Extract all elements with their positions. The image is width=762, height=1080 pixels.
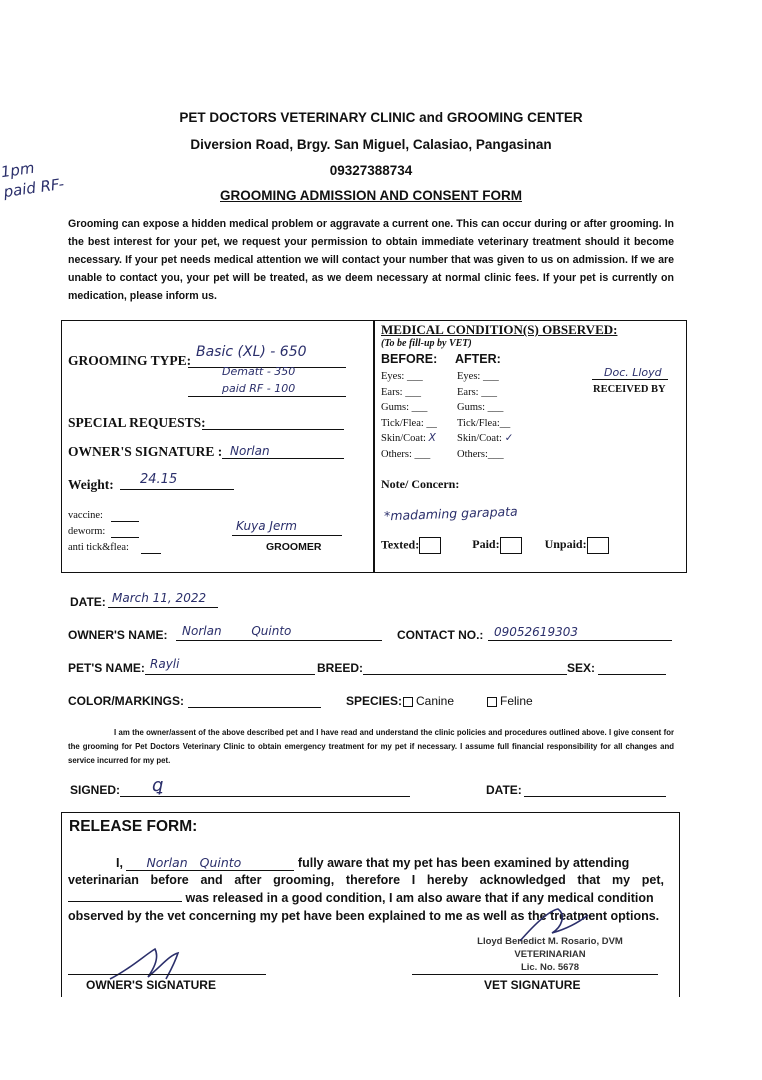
received-by-value: Doc. Lloyd — [604, 366, 662, 379]
vet-release-sig-label: VET SIGNATURE — [484, 978, 581, 992]
before-others: Others: ___ — [381, 448, 431, 460]
special-requests-field[interactable] — [202, 429, 344, 430]
paid-checkbox[interactable] — [500, 537, 522, 554]
note-label: Note/ Concern: — [381, 477, 460, 491]
owner-name-label: OWNER'S NAME: — [68, 628, 168, 642]
groomer-value: Kuya Jerm — [236, 519, 297, 533]
before-eyes: Eyes: ___ — [381, 371, 423, 382]
release-text-2: veterinarian before and after grooming, therefore I hereby acknowledged that my pet, — [68, 873, 664, 887]
before-items — [381, 369, 437, 462]
release-i-label: I, — [116, 856, 123, 870]
clinic-phone: 09327388734 — [329, 163, 413, 178]
stamp-license: Lic. No. 5678 — [520, 962, 580, 973]
owner-signature-label: OWNER'S SIGNATURE : — [68, 444, 223, 459]
antitick-label: anti tick&flea: — [68, 542, 129, 553]
pet-name-label: PET'S NAME: — [68, 661, 145, 675]
release-title: RELEASE FORM: — [69, 818, 198, 835]
after-tickflea: Tick/Flea:__ — [457, 417, 511, 429]
after-gums: Gums: ___ — [457, 402, 504, 413]
after-label: AFTER: — [455, 352, 501, 366]
pet-name-field[interactable] — [145, 674, 315, 675]
contact-label: CONTACT NO.: — [397, 628, 484, 642]
deworm-label: deworm: — [68, 526, 106, 537]
signed-field[interactable] — [120, 796, 410, 797]
release-text-3: was released in a good condition, I am also aware that if any medical condition — [185, 891, 654, 905]
contact-value: 09052619303 — [494, 625, 578, 639]
status-row — [381, 537, 609, 554]
release-text-4: observed by the vet concerning my pet have been explained to me as well as the treatment options. — [68, 909, 660, 923]
signed-date-label: DATE: — [486, 783, 522, 797]
paid-label: Paid: — [472, 537, 500, 552]
release-pet-field[interactable] — [68, 901, 182, 902]
release-line-1 — [116, 855, 629, 871]
after-eyes: Eyes: ___ — [457, 371, 499, 382]
grooming-type-line-3: paid RF - 100 — [222, 382, 296, 395]
grooming-type-line-2: Dematt - 350 — [222, 365, 296, 378]
weight-field[interactable] — [120, 489, 234, 490]
vet-release-sig-field[interactable] — [412, 974, 658, 975]
clinic-address: Diversion Road, Brgy. San Miguel, Calasiao, Pangasinan — [190, 137, 552, 152]
owner-signature-value: Norlan — [230, 444, 270, 458]
owner-release-sig-label: OWNER'S SIGNATURE — [86, 978, 216, 992]
vet-release-signature — [508, 905, 598, 945]
color-field[interactable] — [188, 707, 321, 708]
pet-name-value: Rayli — [150, 657, 180, 671]
owner-name-field[interactable] — [176, 640, 382, 641]
after-ears: Ears: ___ — [457, 386, 497, 398]
unpaid-label: Unpaid: — [544, 537, 587, 552]
grooming-type-label: GROOMING TYPE: — [68, 353, 192, 368]
unpaid-checkbox[interactable] — [587, 537, 609, 554]
breed-field[interactable] — [363, 674, 567, 675]
signed-label: SIGNED: — [70, 783, 121, 797]
contact-field[interactable] — [488, 640, 672, 641]
canine-checkbox[interactable] — [403, 697, 413, 707]
stamp-title: VETERINARIAN — [514, 949, 586, 960]
grooming-type-underline-2 — [188, 396, 346, 397]
date-field[interactable] — [108, 607, 218, 608]
margin-note-paid: paid RF- — [2, 174, 66, 202]
before-tickflea: Tick/Flea: __ — [381, 417, 437, 429]
before-label: BEFORE: — [381, 352, 438, 366]
skin-before-mark: X — [428, 432, 436, 444]
breed-label: BREED: — [317, 661, 364, 675]
vaccine-label: vaccine: — [68, 510, 103, 521]
sex-field[interactable] — [598, 674, 666, 675]
special-requests-label: SPECIAL REQUESTS: — [68, 415, 206, 430]
medical-title: MEDICAL CONDITION(S) OBSERVED: — [381, 322, 618, 337]
release-text-1: fully aware that my pet has been examined by attending — [297, 856, 630, 870]
signed-date-field[interactable] — [524, 796, 666, 797]
weight-label: Weight: — [68, 477, 114, 492]
received-by-field[interactable] — [592, 379, 668, 380]
after-items — [457, 369, 513, 462]
feline-option[interactable] — [487, 694, 533, 708]
owner-release-sig-field[interactable] — [68, 974, 266, 975]
intro-paragraph: Grooming can expose a hidden medical problem or aggravate a current one. This can occur during or after grooming. In the best interest for your pet, we request your permission to obtain immediate veterinary treatment should it become necessary. If your pet needs medical attention we will contact your number that was given to us on admission. If we are unable to contact you, your pet will be treated, as we deem necessary at normal clinic fees. If your pet is currently on medication, please inform us. — [68, 218, 674, 302]
stamp-name: Lloyd Benedict M. Rosario, DVM — [477, 936, 623, 947]
groomer-field[interactable] — [232, 535, 342, 536]
after-skincoat: Skin/Coat: ✓ — [457, 432, 514, 444]
margin-note-time: 1pm — [0, 158, 36, 182]
owner-name-value: Norlan Quinto — [182, 624, 292, 638]
texted-label: Texted: — [381, 537, 420, 552]
before-ears: Ears: ___ — [381, 386, 421, 398]
canine-label: Canine — [416, 694, 455, 708]
antitick-field[interactable] — [141, 553, 161, 554]
texted-checkbox[interactable] — [419, 537, 441, 554]
date-value: March 11, 2022 — [112, 591, 207, 605]
medical-subtitle: (To be fill-up by VET) — [381, 338, 472, 349]
feline-label: Feline — [500, 694, 533, 708]
received-by-label: RECEIVED BY — [593, 384, 666, 395]
date-label: DATE: — [70, 595, 106, 609]
color-label: COLOR/MARKINGS: — [68, 694, 184, 708]
clinic-name: PET DOCTORS VETERINARY CLINIC and GROOMING CENTER — [179, 110, 583, 125]
consent-paragraph: I am the owner/assent of the above described pet and I have read and understand the clinic policies and procedures outlined above. I give consent for the grooming for Pet Doctors Veterinary Clinic to obtain emergency treatment for my pet if necessary. I assume full financial responsibility for all changes and service incurred for my pet. — [68, 728, 674, 765]
skin-after-mark: ✓ — [504, 432, 514, 444]
before-skincoat: Skin/Coat: X — [381, 432, 436, 444]
weight-value: 24.15 — [140, 472, 178, 487]
sex-label: SEX: — [567, 661, 596, 675]
vaccine-field[interactable] — [111, 521, 139, 522]
before-gums: Gums: ___ — [381, 402, 428, 413]
after-others: Others:___ — [457, 448, 504, 460]
grooming-type-line-1: Basic (XL) - 650 — [196, 344, 307, 360]
note-value: *madaming garapata — [383, 503, 518, 524]
species-label: SPECIES: — [346, 694, 403, 708]
release-owner-value: Norlan Quinto — [126, 855, 294, 871]
form-title: GROOMING ADMISSION AND CONSENT FORM — [220, 188, 522, 203]
owner-signature-field[interactable] — [222, 458, 344, 459]
signed-mark: ꝗ — [152, 775, 164, 796]
deworm-field[interactable] — [111, 537, 139, 538]
release-line-3 — [68, 891, 654, 905]
groomer-label: GROOMER — [266, 541, 322, 553]
canine-option[interactable] — [403, 694, 454, 708]
feline-checkbox[interactable] — [487, 697, 497, 707]
